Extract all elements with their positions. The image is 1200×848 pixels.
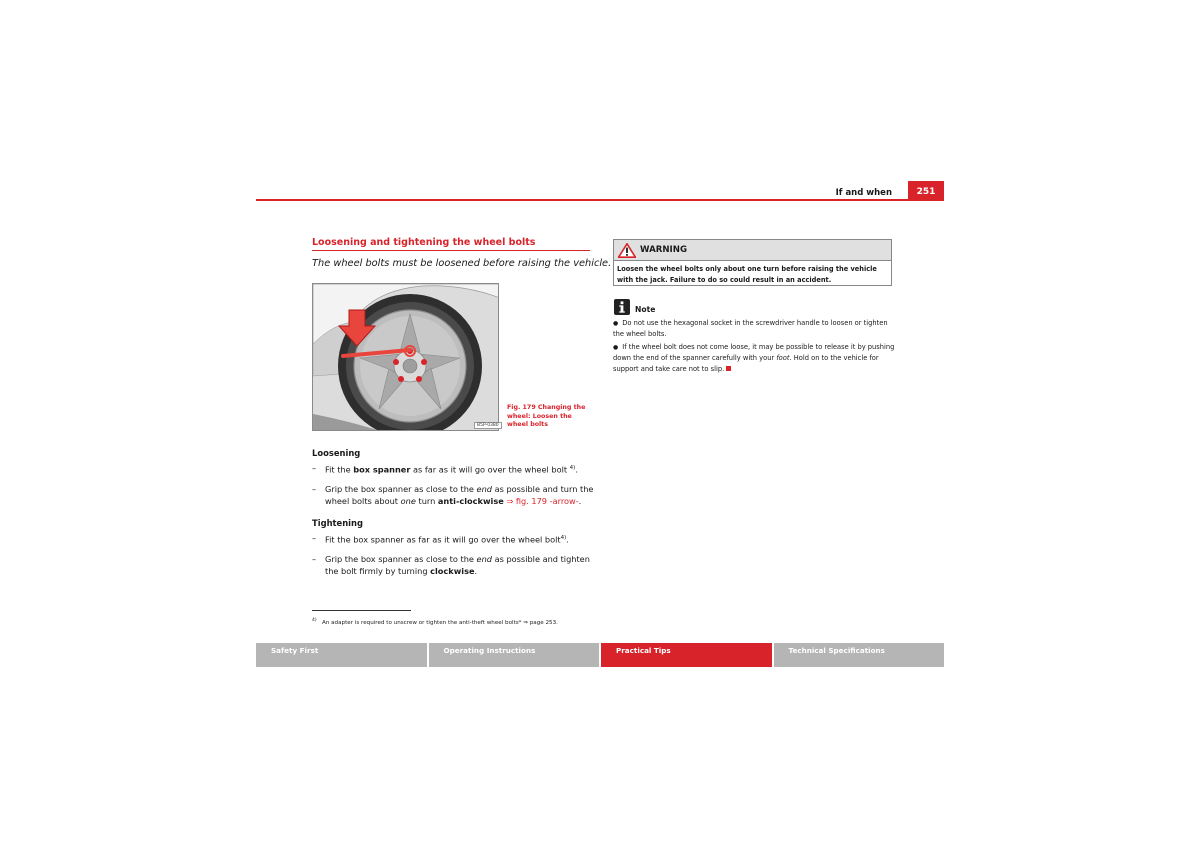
figure-code: B5P-0380 [474, 422, 502, 429]
note-item-2: ● If the wheel bolt does not come loose, it may be possible to release it by pushing down the end of the spanner carefully with your foot. Hold on to the vehicle for support and take care not to slip. [613, 343, 895, 373]
header-rule [256, 199, 944, 201]
list-dash: – [312, 533, 317, 543]
footnote-ref[interactable]: 4) [560, 535, 567, 541]
footnote-ref[interactable]: 4) [569, 465, 576, 471]
loosening-step-2: – Grip the box spanner as close to the end as possible and turn the wheel bolts about one turn anti-clockwise ⇒ fig. 179 -arrow-. [312, 484, 594, 506]
section-title: Loosening and tightening the wheel bolts [312, 237, 536, 248]
running-header-title: If and when [835, 188, 892, 198]
list-dash: – [312, 484, 317, 494]
info-icon [614, 299, 630, 315]
list-dash: – [312, 463, 317, 473]
figure-caption: Fig. 179 Changing the wheel: Loosen the wheel bolts [507, 404, 586, 429]
page-number: 251 [908, 181, 944, 200]
wheel-illustration [313, 284, 499, 431]
warning-triangle-icon [618, 243, 636, 258]
tab-operating-instructions[interactable]: Operating Instructions [429, 643, 600, 667]
warning-header [614, 240, 891, 261]
warning-label: WARNING [640, 245, 687, 255]
section-lead: The wheel bolts must be loosened before raising the vehicle. [312, 258, 612, 269]
note-label: Note [635, 305, 656, 314]
section-end-mark [726, 366, 731, 371]
loosening-step-1: – Fit the box spanner as far as it will go over the wheel bolt $^{4)}$. [312, 463, 578, 475]
list-dash: – [312, 554, 317, 564]
footnote: $^{4)}$ An adapter is required to unscrew or tighten the anti-theft wheel bolts* ⇒ page 253. [312, 618, 558, 626]
section-title-rule [312, 250, 590, 251]
tab-technical-specifications[interactable]: Technical Specifications [774, 643, 945, 667]
loosening-heading: Loosening [312, 448, 361, 458]
chapter-nav-tabs [256, 643, 944, 667]
tightening-step-2: – Grip the box spanner as close to the end as possible and tighten the bolt firmly by turning clockwise. [312, 554, 590, 576]
wheel-figure [312, 283, 499, 431]
footnote-rule [312, 610, 411, 611]
tab-practical-tips[interactable]: Practical Tips [601, 643, 772, 667]
warning-text: Loosen the wheel bolts only about one turn before raising the vehicle with the jack. Failure to do so could result in an accident. [617, 265, 877, 284]
warning-box [613, 239, 892, 286]
tightening-step-1: – Fit the box spanner as far as it will go over the wheel bolt$^{4)}$. [312, 533, 569, 545]
note-item-1: ● Do not use the hexagonal socket in the screwdriver handle to loosen or tighten the wheel bolts. [613, 319, 888, 338]
figure-reference-link[interactable]: ⇒ fig. 179 -arrow- [503, 496, 579, 506]
tab-safety-first[interactable]: Safety First [256, 643, 427, 667]
tightening-heading: Tightening [312, 518, 364, 528]
